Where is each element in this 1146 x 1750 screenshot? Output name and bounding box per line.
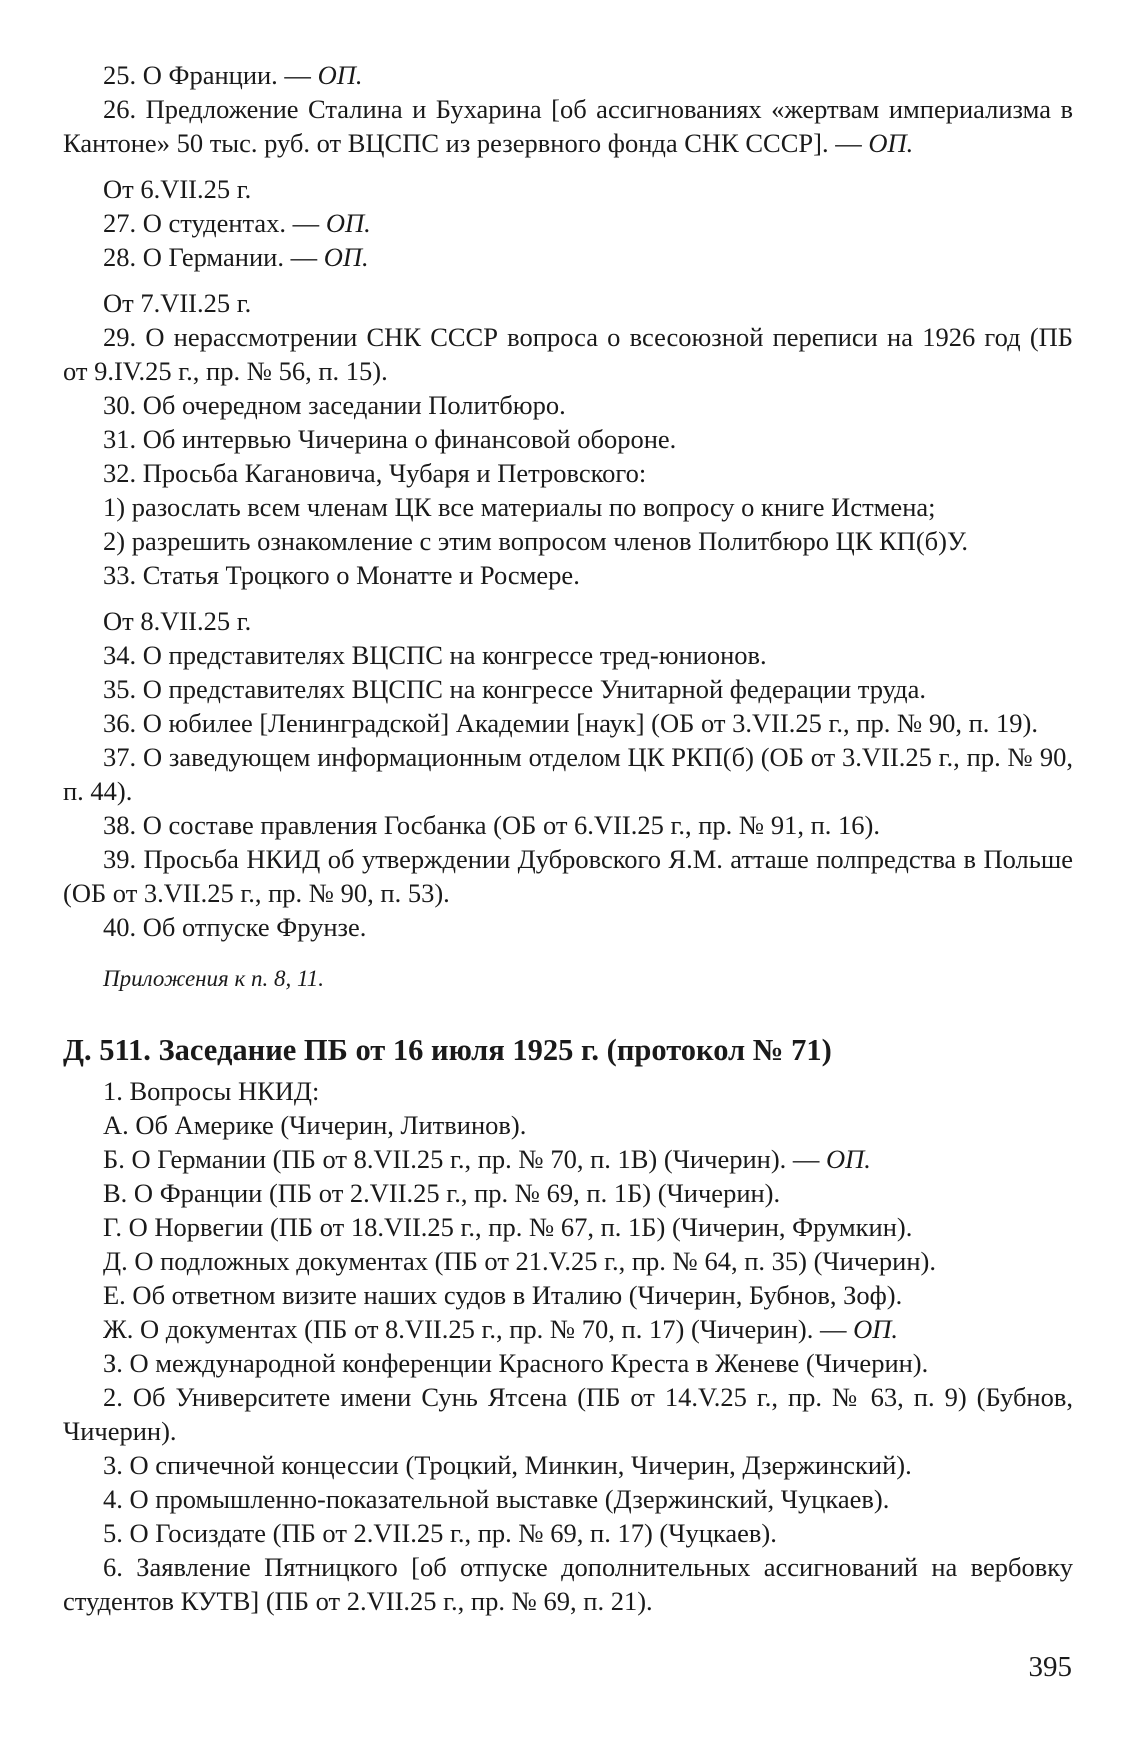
list-item: 29. О нерассмотрении СНК СССР вопроса о всесоюзной переписи на 1926 год (ПБ от 9.IV.25 г., пр. № 56, п. 15). (63, 322, 1073, 386)
list-item: 38. О составе правления Госбанка (ОБ от 6.VII.25 г., пр. № 91, п. 16). (103, 810, 880, 840)
page-number: 395 (1028, 1651, 1072, 1683)
list-item: 27. О студентах. — ОП. (103, 208, 371, 238)
list-item: 35. О представителях ВЦСПС на конгрессе Унитарной федерации труда. (103, 674, 927, 704)
date-line: От 7.VII.25 г. (103, 288, 252, 318)
list-item: 40. Об отпуске Фрунзе. (103, 912, 367, 942)
appendix-note: Приложения к п. 8, 11. (103, 966, 325, 991)
list-item: 28. О Германии. — ОП. (103, 242, 369, 272)
list-item: 26. Предложение Сталина и Бухарина [об ассигнованиях «жертвам империализма в Кантоне» 50 тыс. руб. от ВЦСПС из резервного фонда СНК СССР]. — ОП. (63, 94, 1073, 158)
list-item: 4. О промышленно-показательной выставке (Дзержинский, Чуцкаев). (103, 1484, 890, 1514)
items-before-list (63, 58, 1073, 944)
list-item: 30. Об очередном заседании Политбюро. (103, 390, 566, 420)
list-item: 31. Об интервью Чичерина о финансовой обороне. (103, 424, 677, 454)
list-item: Г. О Норвегии (ПБ от 18.VII.25 г., пр. № 67, п. 1Б) (Чичерин, Фрумкин). (103, 1212, 913, 1242)
list-item: 34. О представителях ВЦСПС на конгрессе тред-юнионов. (103, 640, 767, 670)
list-item: 5. О Госиздате (ПБ от 2.VII.25 г., пр. № 69, п. 17) (Чуцкаев). (103, 1518, 777, 1548)
list-item: А. Об Америке (Чичерин, Литвинов). (103, 1110, 527, 1140)
list-item: 32. Просьба Кагановича, Чубаря и Петровского: (103, 458, 647, 488)
list-item: 1. Вопросы НКИД: (103, 1076, 320, 1106)
list-item: 25. О Франции. — ОП. (103, 60, 363, 90)
list-item: 39. Просьба НКИД об утверждении Дубровского Я.М. атташе полпредства в Польше (ОБ от 3.VII.25 г., пр. № 90, п. 53). (63, 844, 1073, 908)
document-page (63, 58, 1073, 1618)
list-item: Б. О Германии (ПБ от 8.VII.25 г., пр. № 70, п. 1В) (Чичерин). — ОП. (103, 1144, 871, 1174)
list-item: 36. О юбилее [Ленинградской] Академии [наук] (ОБ от 3.VII.25 г., пр. № 90, п. 19). (103, 708, 1038, 738)
list-item: 2. Об Университете имени Сунь Ятсена (ПБ от 14.V.25 г., пр. № 63, п. 9) (Бубнов, Чичерин). (63, 1382, 1073, 1446)
list-item: Ж. О документах (ПБ от 8.VII.25 г., пр. № 70, п. 17) (Чичерин). — ОП. (103, 1314, 898, 1344)
list-item: Е. Об ответном визите наших судов в Италию (Чичерин, Бубнов, Зоф). (103, 1280, 903, 1310)
list-item: 33. Статья Троцкого о Монатте и Росмере. (103, 560, 580, 590)
section-heading: Д. 511. Заседание ПБ от 16 июля 1925 г. (протокол № 71) (63, 1033, 832, 1067)
list-item: 3. О спичечной концессии (Троцкий, Минкин, Чичерин, Дзержинский). (103, 1450, 912, 1480)
date-line: От 8.VII.25 г. (103, 606, 252, 636)
list-item: 37. О заведующем информационным отделом ЦК РКП(б) (ОБ от 3.VII.25 г., пр. № 90, п. 44). (63, 742, 1073, 806)
list-item: З. О международной конференции Красного Креста в Женеве (Чичерин). (103, 1348, 929, 1378)
items-after-list (63, 1074, 1073, 1618)
list-item: 2) разрешить ознакомление с этим вопросом членов Политбюро ЦК КП(б)У. (103, 526, 969, 556)
list-item: 1) разослать всем членам ЦК все материалы по вопросу о книге Истмена; (103, 492, 936, 522)
list-item: 6. Заявление Пятницкого [об отпуске дополнительных ассигнований на вербовку студентов КУТВ] (ПБ от 2.VII.25 г., пр. № 69, п. 21). (63, 1552, 1073, 1616)
list-item: Д. О подложных документах (ПБ от 21.V.25 г., пр. № 64, п. 35) (Чичерин). (103, 1246, 936, 1276)
list-item: В. О Франции (ПБ от 2.VII.25 г., пр. № 69, п. 1Б) (Чичерин). (103, 1178, 781, 1208)
date-line: От 6.VII.25 г. (103, 174, 252, 204)
